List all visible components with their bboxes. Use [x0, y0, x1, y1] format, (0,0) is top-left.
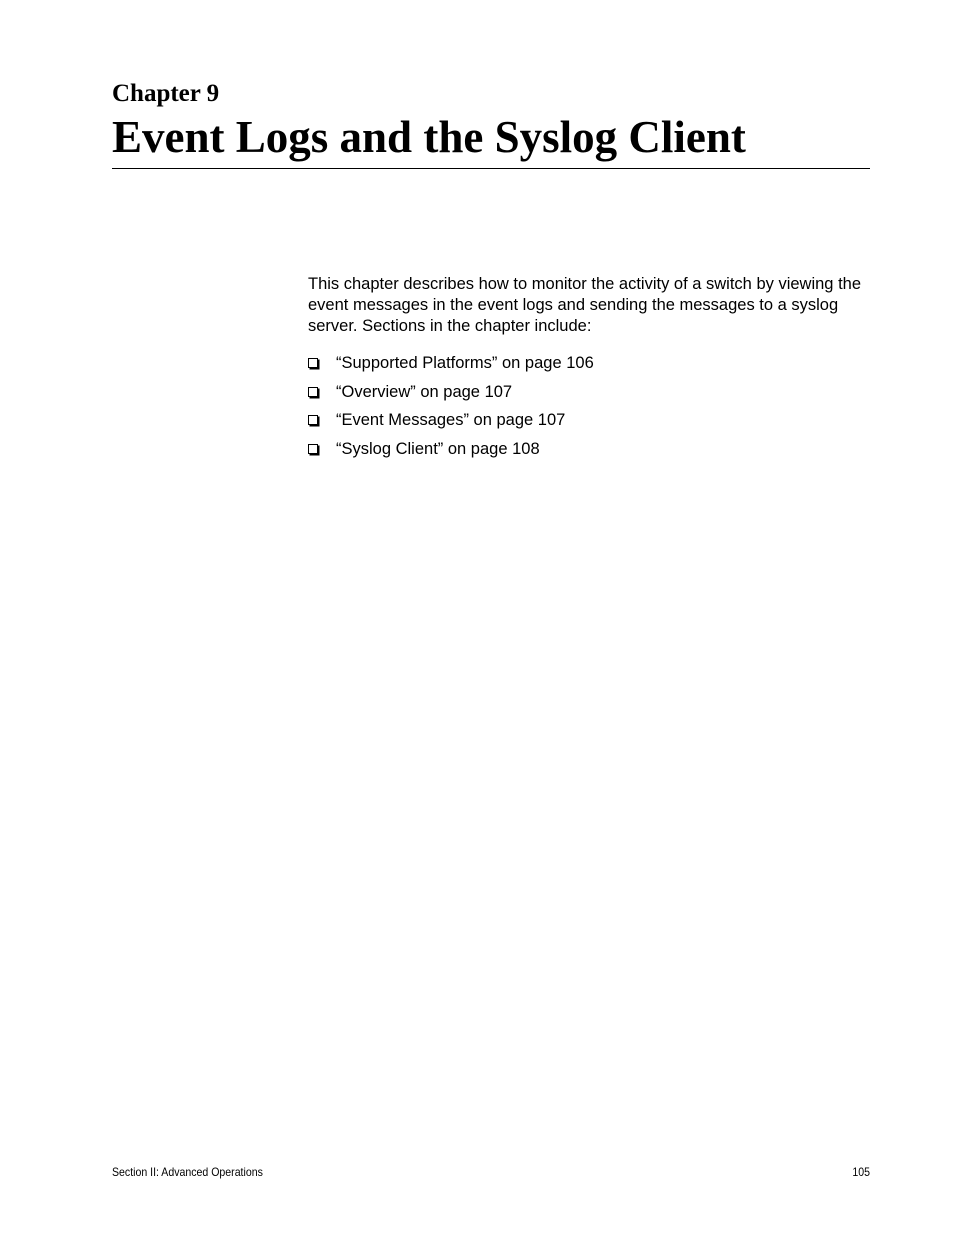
- section-link-event-messages[interactable]: “Event Messages” on page 107: [336, 411, 566, 429]
- checkbox-bullet-icon: [308, 415, 318, 425]
- section-link-overview[interactable]: “Overview” on page 107: [336, 382, 513, 401]
- intro-paragraph: This chapter describes how to monitor the activity of a switch by viewing the event messages in the event logs and sending the messages to a syslog server. Sections in the chapter include:: [308, 275, 861, 335]
- list-item[interactable]: [308, 352, 870, 381]
- checkbox-bullet-icon: [308, 358, 318, 368]
- list-item[interactable]: [308, 438, 870, 467]
- checkbox-bullet-icon: [308, 387, 318, 397]
- section-link-syslog-client[interactable]: “Syslog Client” on page 108: [336, 439, 540, 458]
- title-rule: [112, 168, 870, 169]
- checkbox-bullet-icon: [308, 444, 318, 454]
- chapter-title: Event Logs and the Syslog Client: [112, 112, 746, 162]
- section-list: [308, 352, 870, 466]
- footer-section-name: Section II: Advanced Operations: [112, 1165, 263, 1179]
- section-link-supported-platforms[interactable]: “Supported Platforms” on page 106: [336, 354, 594, 372]
- list-item[interactable]: [308, 409, 870, 438]
- footer-page-number: 105: [852, 1165, 870, 1179]
- chapter-label: Chapter 9: [112, 80, 220, 107]
- list-item[interactable]: [308, 381, 870, 410]
